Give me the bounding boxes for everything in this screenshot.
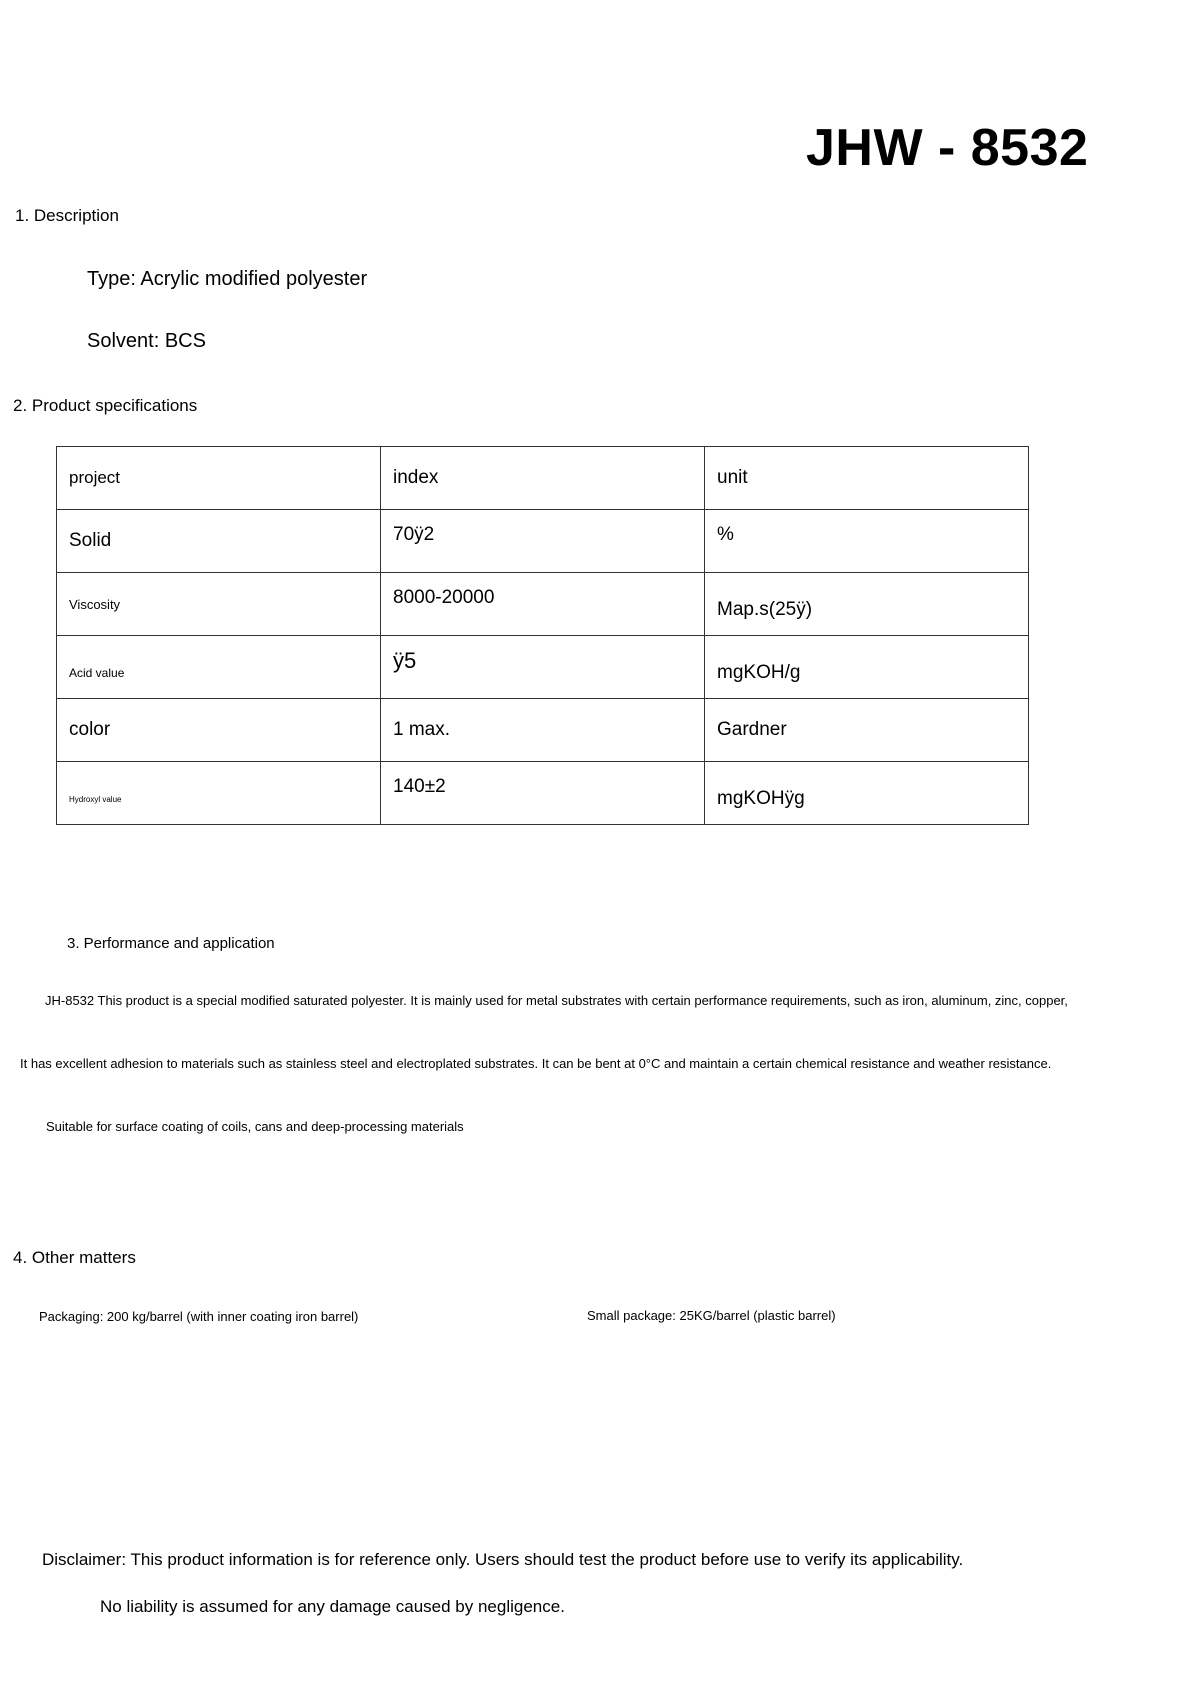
table-cell (705, 510, 1029, 573)
table-cell (381, 510, 705, 573)
cell-text: Gardner (717, 719, 787, 740)
table-row (57, 762, 1029, 825)
cell-text: ÿ5 (393, 648, 417, 673)
cell-text: 8000-20000 (393, 587, 495, 608)
disclaimer-line-2: No liability is assumed for any damage caused by negligence. (100, 1597, 565, 1616)
table-cell (381, 636, 705, 699)
product-title: JHW - 8532 (806, 119, 1089, 177)
table-cell (381, 573, 705, 636)
header-cell: project (57, 447, 381, 510)
cell-text: 70ÿ2 (393, 524, 435, 545)
table-cell (705, 573, 1029, 636)
table-cell (57, 636, 381, 699)
table-cell (381, 699, 705, 762)
table-cell (705, 699, 1029, 762)
cell-text: Viscosity (69, 596, 121, 612)
table-row (57, 510, 1029, 573)
cell-text: Map.s(25ÿ) (717, 599, 813, 620)
table-row (57, 573, 1029, 636)
performance-paragraph-1: JH-8532 This product is a special modified saturated polyester. It is mainly used for metal substrates with certain performance requirements, such as iron, aluminum, zinc, copper, (45, 993, 1068, 1008)
table-cell (381, 762, 705, 825)
solvent-line: Solvent: BCS (87, 330, 206, 352)
table-cell (705, 636, 1029, 699)
table-cell (57, 762, 381, 825)
performance-paragraph-3: Suitable for surface coating of coils, cans and deep-processing materials (46, 1119, 464, 1134)
cell-text: Acid value (69, 666, 125, 680)
section-specifications-heading: 2. Product specifications (13, 396, 198, 415)
section-other-matters-heading: 4. Other matters (13, 1248, 136, 1267)
cell-text: % (717, 524, 734, 545)
table-row (57, 636, 1029, 699)
cell-text: color (69, 719, 111, 740)
table-row (57, 699, 1029, 762)
cell-text: mgKOH/g (717, 662, 801, 683)
specifications-table (56, 446, 1029, 825)
header-cell: unit (705, 447, 1029, 510)
type-line: Type: Acrylic modified polyester (87, 268, 368, 290)
table-cell (57, 699, 381, 762)
table-cell (57, 510, 381, 573)
cell-text: mgKOHÿg (717, 788, 805, 809)
table-cell (57, 573, 381, 636)
table-cell (705, 762, 1029, 825)
cell-text: Solid (69, 530, 112, 551)
cell-text: 140±2 (393, 776, 446, 797)
table-header-row (57, 447, 1029, 510)
section-description-heading: 1. Description (15, 206, 119, 225)
performance-paragraph-2: It has excellent adhesion to materials such as stainless steel and electroplated substrates. It can be bent at 0°C and maintain a certain chemical resistance and weather resistance. (20, 1056, 1052, 1071)
section-performance-heading: 3. Performance and application (67, 935, 275, 952)
cell-text: Hydroxyl value (69, 794, 122, 804)
disclaimer-line-1: Disclaimer: This product information is for reference only. Users should test the product before use to verify its applicability. (42, 1550, 964, 1569)
cell-text: 1 max. (393, 719, 451, 740)
small-package-line: Small package: 25KG/barrel (plastic barrel) (587, 1308, 836, 1323)
packaging-line: Packaging: 200 kg/barrel (with inner coating iron barrel) (39, 1309, 359, 1324)
header-cell: index (381, 447, 705, 510)
